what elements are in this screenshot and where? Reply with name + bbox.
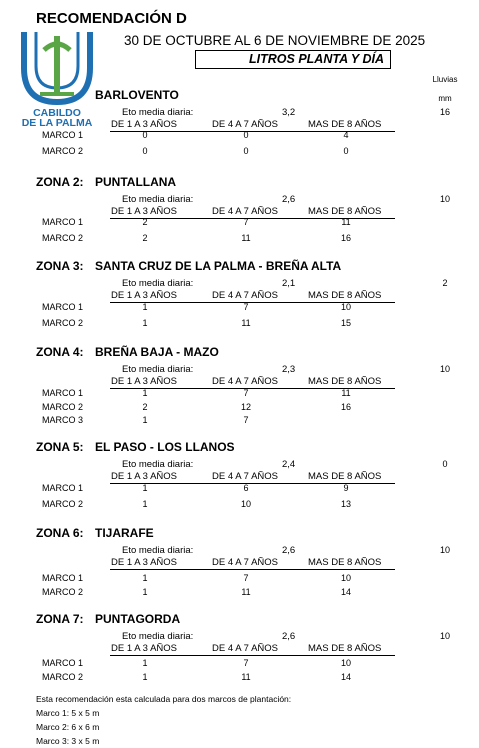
eto-label: Eto media diaria:: [122, 364, 194, 375]
row-cell: 7: [243, 302, 249, 312]
row-label: MARCO 2: [42, 499, 84, 509]
rain-value: 10: [439, 545, 450, 555]
header-underline: [110, 655, 395, 656]
zone-label: ZONA 3:: [36, 259, 84, 273]
rain-value: 10: [439, 364, 450, 374]
row-cell: 7: [243, 217, 249, 227]
zone-label: ZONA 7:: [36, 612, 84, 626]
zone-label: ZONA 6:: [36, 526, 84, 540]
row-cell: 7: [243, 658, 249, 668]
row-label: MARCO 1: [42, 217, 84, 227]
col-header-4-7: DE 4 A 7 AÑOS: [212, 471, 279, 482]
row-cell: 1: [142, 415, 148, 425]
row-cell: 11: [241, 318, 251, 328]
row-label: MARCO 2: [42, 146, 84, 156]
row-cell: 1: [142, 573, 148, 583]
footnote-line: Marco 3: 3 x 5 m: [36, 736, 100, 746]
row-cell: 11: [241, 587, 251, 597]
row-cell: 0: [243, 130, 249, 140]
zone-name: PUNTALLANA: [95, 175, 177, 189]
row-cell: 0: [142, 130, 148, 140]
row-cell: 1: [142, 499, 148, 509]
row-cell: 16: [340, 233, 351, 243]
row-label: MARCO 1: [42, 483, 84, 493]
rain-value: 0: [442, 459, 448, 469]
row-cell: 2: [142, 233, 148, 243]
row-label: MARCO 3: [42, 415, 84, 425]
row-cell: 0: [142, 146, 148, 156]
footnotes: [36, 692, 291, 748]
rain-header: Lluvias: [432, 75, 458, 84]
row-cell: 13: [340, 499, 351, 509]
col-header-1-3: DE 1 A 3 AÑOS: [111, 119, 178, 130]
col-header-8-plus: MAS DE 8 AÑOS: [308, 290, 382, 301]
eto-label: Eto media diaria:: [122, 278, 194, 289]
eto-value: 2,6: [282, 545, 296, 556]
footnote-line: Marco 2: 6 x 6 m: [36, 722, 100, 732]
row-cell: 10: [340, 573, 351, 583]
row-cell: 2: [142, 217, 148, 227]
cabildo-logo: [16, 28, 98, 129]
eto-label: Eto media diaria:: [122, 545, 194, 556]
row-cell: 1: [142, 302, 148, 312]
rain-value: 10: [439, 631, 450, 641]
rain-value: 10: [439, 194, 450, 204]
eto-label: Eto media diaria:: [122, 107, 194, 118]
row-cell: 10: [240, 499, 251, 509]
col-header-4-7: DE 4 A 7 AÑOS: [212, 290, 279, 301]
col-header-4-7: DE 4 A 7 AÑOS: [212, 206, 279, 217]
row-cell: 0: [343, 146, 349, 156]
zone-name: PUNTAGORDA: [95, 612, 181, 626]
col-header-1-3: DE 1 A 3 AÑOS: [111, 290, 178, 301]
eto-value: 2,6: [282, 194, 296, 205]
logo-line1: CABILDO: [33, 107, 81, 119]
zone-name: BARLOVENTO: [95, 88, 179, 102]
row-label: MARCO 1: [42, 573, 84, 583]
row-cell: 1: [142, 318, 148, 328]
row-cell: 1: [142, 672, 148, 682]
logo-emblem-icon: [16, 28, 98, 108]
row-cell: 10: [340, 658, 351, 668]
col-header-4-7: DE 4 A 7 AÑOS: [212, 557, 279, 568]
row-label: MARCO 2: [42, 233, 84, 243]
row-cell: 0: [243, 146, 249, 156]
footnote-line: Marco 1: 5 x 5 m: [36, 708, 100, 718]
eto-label: Eto media diaria:: [122, 194, 194, 205]
row-label: MARCO 1: [42, 388, 84, 398]
header-underline: [110, 569, 395, 570]
col-header-8-plus: MAS DE 8 AÑOS: [308, 376, 382, 387]
col-header-1-3: DE 1 A 3 AÑOS: [111, 376, 178, 387]
unit-box: LITROS PLANTA Y DÍA: [195, 50, 391, 69]
row-cell: 7: [243, 573, 249, 583]
zone-name: EL PASO - LOS LLANOS: [95, 440, 235, 454]
row-cell: 14: [340, 587, 351, 597]
logo-line2: DE LA PALMA: [21, 117, 93, 129]
row-cell: 15: [340, 318, 351, 328]
row-cell: 14: [340, 672, 351, 682]
col-header-1-3: DE 1 A 3 AÑOS: [111, 643, 178, 654]
row-cell: 11: [241, 233, 251, 243]
page-title: RECOMENDACIÓN D: [36, 10, 187, 27]
row-cell: 11: [341, 388, 351, 398]
eto-value: 2,4: [282, 459, 296, 470]
row-label: MARCO 1: [42, 130, 84, 140]
row-cell: 16: [340, 402, 351, 412]
col-header-8-plus: MAS DE 8 AÑOS: [308, 206, 382, 217]
row-label: MARCO 2: [42, 587, 84, 597]
row-cell: 4: [343, 130, 349, 140]
col-header-4-7: DE 4 A 7 AÑOS: [212, 119, 279, 130]
col-header-8-plus: MAS DE 8 AÑOS: [308, 557, 382, 568]
row-label: MARCO 2: [42, 318, 84, 328]
zone-label: ZONA 5:: [36, 440, 84, 454]
rain-unit: mm: [438, 94, 452, 103]
eto-value: 2,1: [282, 278, 296, 289]
eto-label: Eto media diaria:: [122, 631, 194, 642]
row-cell: 1: [142, 587, 148, 597]
row-cell: 11: [341, 217, 351, 227]
zone-name: BREÑA BAJA - MAZO: [95, 345, 219, 359]
col-header-1-3: DE 1 A 3 AÑOS: [111, 557, 178, 568]
row-label: MARCO 1: [42, 302, 84, 312]
zone-name: SANTA CRUZ DE LA PALMA - BREÑA ALTA: [95, 259, 342, 273]
row-cell: 12: [240, 402, 251, 412]
zone-label: ZONA 4:: [36, 345, 84, 359]
row-cell: 10: [340, 302, 351, 312]
row-label: MARCO 1: [42, 658, 84, 668]
eto-value: 2,6: [282, 631, 296, 642]
row-cell: 7: [243, 415, 249, 425]
date-range: 30 DE OCTUBRE AL 6 DE NOVIEMBRE DE 2025: [124, 33, 426, 48]
col-header-1-3: DE 1 A 3 AÑOS: [111, 471, 178, 482]
col-header-4-7: DE 4 A 7 AÑOS: [212, 643, 279, 654]
rain-value: 2: [442, 278, 448, 288]
footnote-line: Esta recomendación esta calculada para dos marcos de plantación:: [36, 694, 292, 704]
col-header-8-plus: MAS DE 8 AÑOS: [308, 119, 382, 130]
row-cell: 1: [142, 483, 148, 493]
row-cell: 11: [241, 672, 251, 682]
row-cell: 1: [142, 658, 148, 668]
eto-value: 3,2: [282, 107, 296, 118]
eto-value: 2,3: [282, 364, 296, 375]
col-header-4-7: DE 4 A 7 AÑOS: [212, 376, 279, 387]
zone-name: TIJARAFE: [95, 526, 154, 540]
zone-label: ZONA 2:: [36, 175, 84, 189]
row-cell: 6: [243, 483, 249, 493]
eto-label: Eto media diaria:: [122, 459, 194, 470]
row-label: MARCO 2: [42, 402, 84, 412]
col-header-8-plus: MAS DE 8 AÑOS: [308, 471, 382, 482]
rain-value: 16: [439, 107, 450, 117]
row-cell: 9: [343, 483, 349, 493]
row-cell: 2: [142, 402, 148, 412]
row-cell: 1: [142, 388, 148, 398]
row-label: MARCO 2: [42, 672, 84, 682]
col-header-1-3: DE 1 A 3 AÑOS: [111, 206, 178, 217]
row-cell: 7: [243, 388, 249, 398]
col-header-8-plus: MAS DE 8 AÑOS: [308, 643, 382, 654]
